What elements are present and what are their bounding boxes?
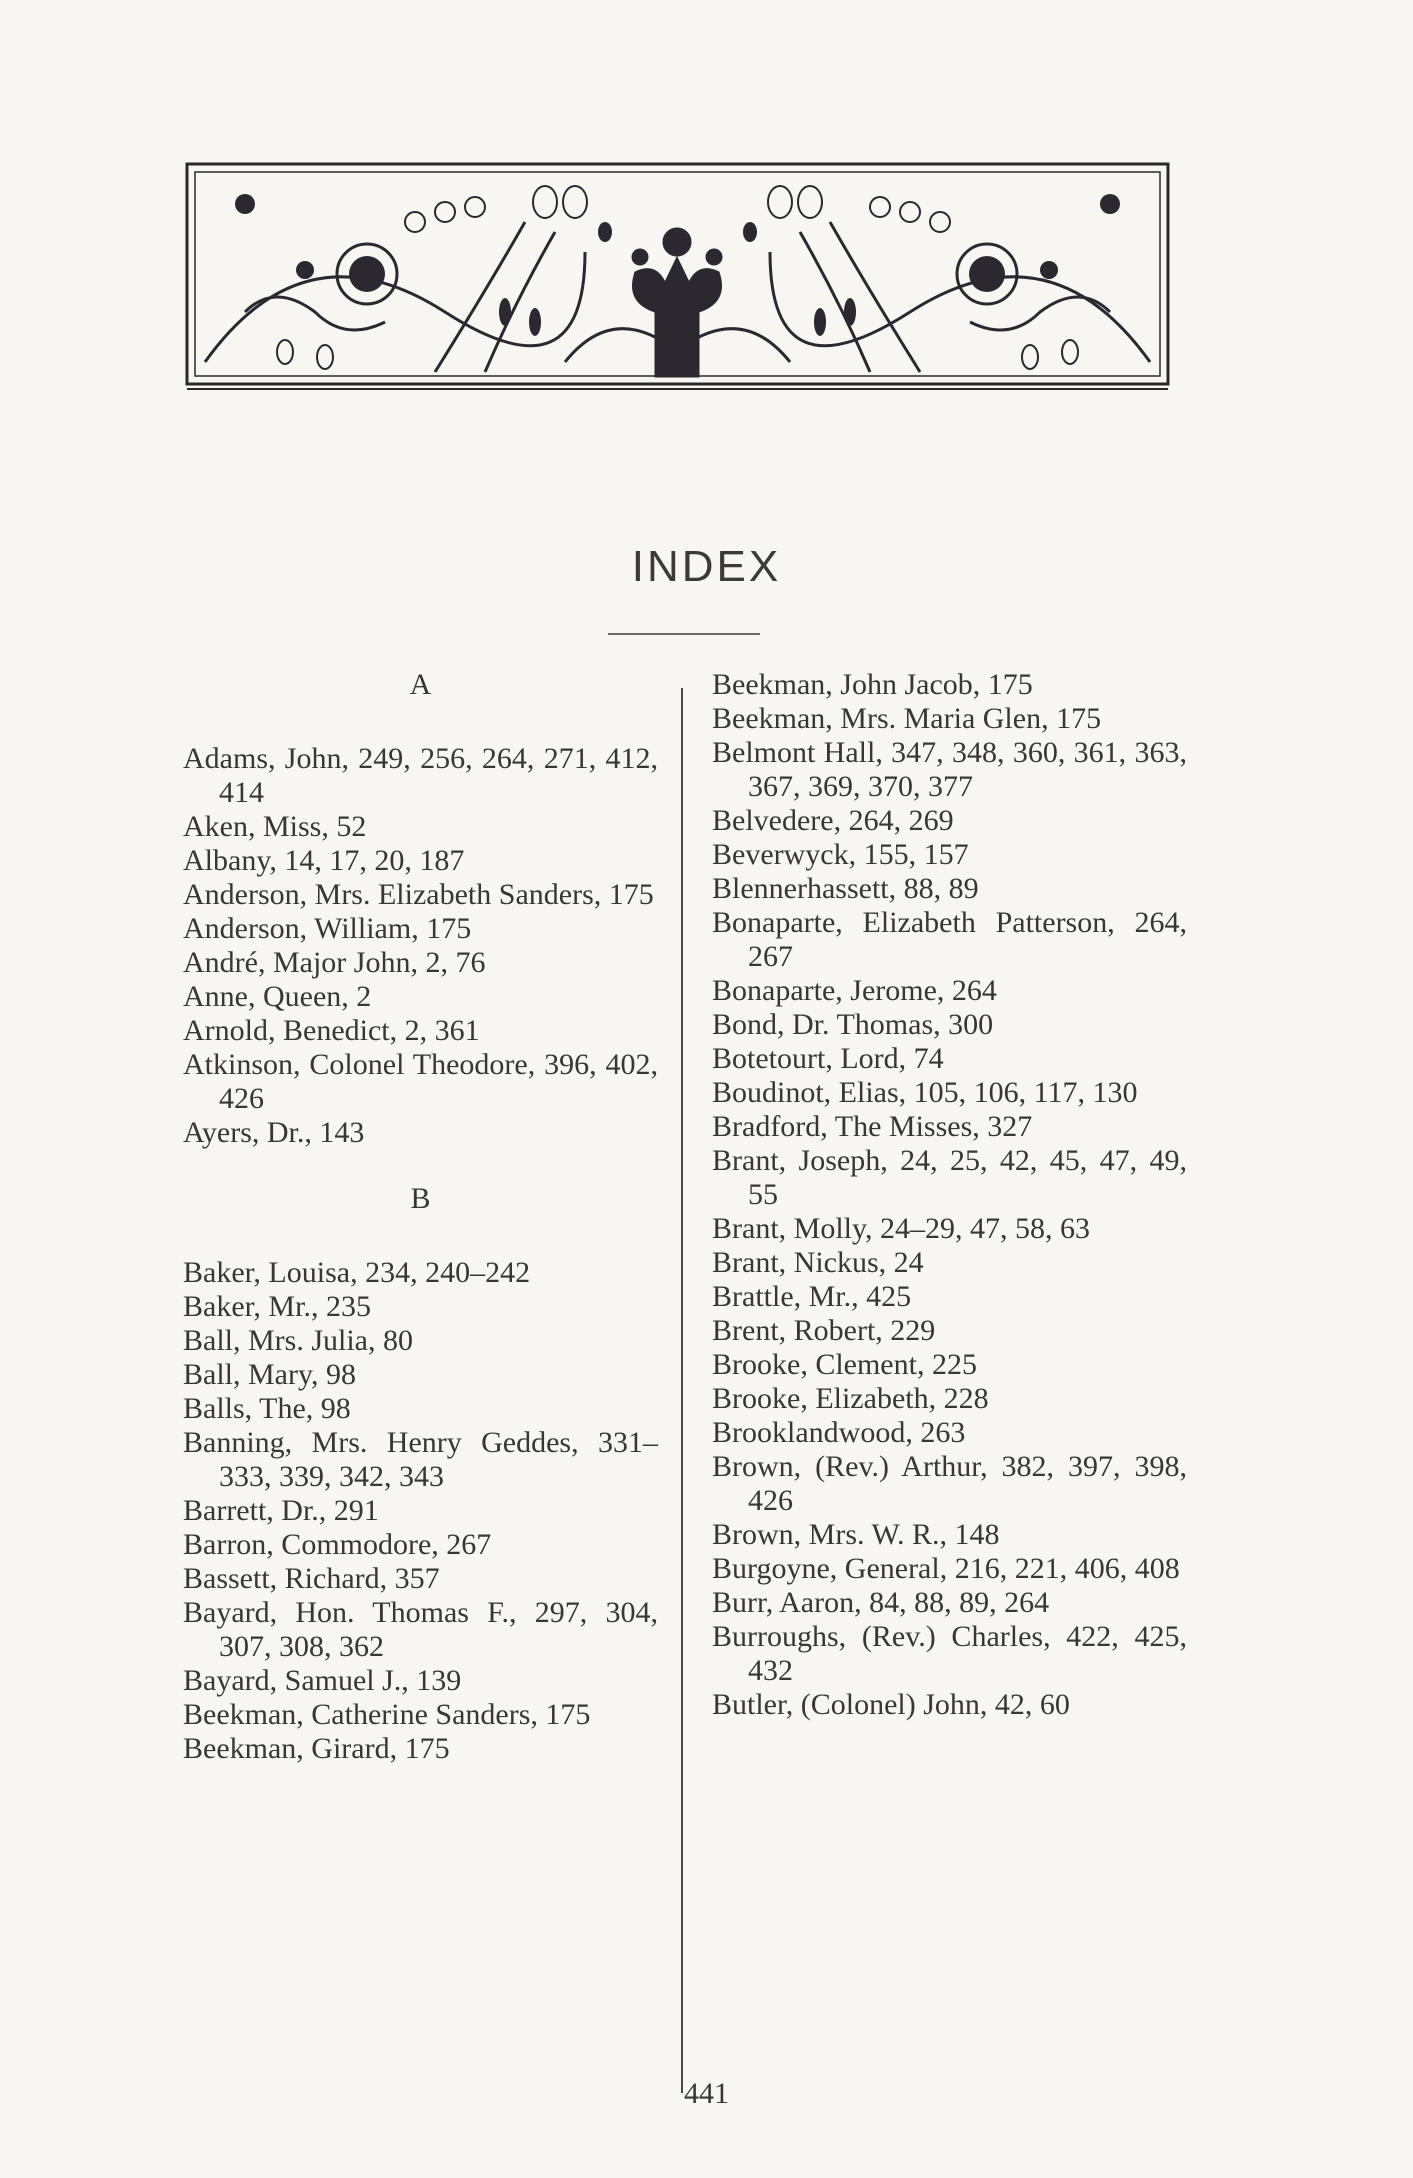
page-number: 441 bbox=[684, 2077, 729, 2110]
index-entry: Bonaparte, Jerome, 264 bbox=[712, 974, 997, 1007]
index-entry: Belmont Hall, 347, 348, 360, 361, 363, 367, 369, 370, 377 bbox=[712, 736, 1187, 803]
index-entry: Brooke, Clement, 225 bbox=[712, 1348, 977, 1381]
index-entry: Adams, John, 249, 256, 264, 271, 412, 414 bbox=[183, 742, 658, 809]
index-entry: Anderson, William, 175 bbox=[183, 912, 472, 945]
floral-ornament-icon bbox=[185, 162, 1170, 392]
index-entry: Boudinot, Elias, 105, 106, 117, 130 bbox=[712, 1076, 1138, 1109]
index-entry: Brown, Mrs. W. R., 148 bbox=[712, 1518, 1000, 1551]
index-entry: Ball, Mary, 98 bbox=[183, 1358, 357, 1391]
index-entry: Albany, 14, 17, 20, 187 bbox=[183, 844, 465, 877]
index-entry: Beverwyck, 155, 157 bbox=[712, 838, 969, 871]
index-entry: Belvedere, 264, 269 bbox=[712, 804, 954, 837]
index-entry: Baker, Louisa, 234, 240–242 bbox=[183, 1256, 531, 1289]
index-entry: Beekman, Catherine Sanders, 175 bbox=[183, 1698, 591, 1731]
index-entry: Brooke, Elizabeth, 228 bbox=[712, 1382, 989, 1415]
index-entry: Burr, Aaron, 84, 88, 89, 264 bbox=[712, 1586, 1050, 1619]
index-entry: Bonaparte, Elizabeth Patterson, 264, 267 bbox=[712, 906, 1187, 973]
index-entry: Barron, Commodore, 267 bbox=[183, 1528, 492, 1561]
section-letter: B bbox=[410, 1182, 431, 1215]
index-entry: Brattle, Mr., 425 bbox=[712, 1280, 912, 1313]
column-divider bbox=[681, 688, 683, 2093]
index-entry: Balls, The, 98 bbox=[183, 1392, 351, 1425]
index-entry: Baker, Mr., 235 bbox=[183, 1290, 371, 1323]
index-entry: André, Major John, 2, 76 bbox=[183, 946, 486, 979]
index-entry: Bradford, The Misses, 327 bbox=[712, 1110, 1033, 1143]
title-divider bbox=[608, 633, 760, 635]
index-entry: Burgoyne, General, 216, 221, 406, 408 bbox=[712, 1552, 1180, 1585]
index-entry: Brant, Joseph, 24, 25, 42, 45, 47, 49, 55 bbox=[712, 1144, 1187, 1211]
left-column bbox=[183, 668, 658, 1766]
index-entry: Bond, Dr. Thomas, 300 bbox=[712, 1008, 994, 1041]
index-entry: Anne, Queen, 2 bbox=[183, 980, 372, 1013]
index-entry: Arnold, Benedict, 2, 361 bbox=[183, 1014, 480, 1047]
index-entry: Brant, Nickus, 24 bbox=[712, 1246, 924, 1279]
index-entry: Botetourt, Lord, 74 bbox=[712, 1042, 944, 1075]
index-entry: Ball, Mrs. Julia, 80 bbox=[183, 1324, 413, 1357]
index-entry: Brent, Robert, 229 bbox=[712, 1314, 936, 1347]
index-entry: Butler, (Colonel) John, 42, 60 bbox=[712, 1688, 1070, 1721]
index-entry: Bayard, Hon. Thomas F., 297, 304, 307, 308, 362 bbox=[183, 1596, 658, 1663]
index-entry: Burroughs, (Rev.) Charles, 422, 425, 432 bbox=[712, 1620, 1187, 1687]
index-entry: Banning, Mrs. Henry Geddes, 331–333, 339, 342, 343 bbox=[183, 1426, 658, 1493]
page-title: INDEX bbox=[631, 542, 782, 591]
index-entry: Anderson, Mrs. Elizabeth Sanders, 175 bbox=[183, 878, 654, 911]
index-entry: Bayard, Samuel J., 139 bbox=[183, 1664, 462, 1697]
index-entry: Blennerhassett, 88, 89 bbox=[712, 872, 979, 905]
right-column bbox=[712, 668, 1187, 1722]
index-entry: Beekman, Mrs. Maria Glen, 175 bbox=[712, 702, 1102, 735]
section-letter: A bbox=[409, 668, 432, 701]
index-entry: Beekman, Girard, 175 bbox=[183, 1732, 450, 1765]
index-entry: Brown, (Rev.) Arthur, 382, 397, 398, 426 bbox=[712, 1450, 1187, 1517]
index-entry: Brooklandwood, 263 bbox=[712, 1416, 966, 1449]
index-entry: Bassett, Richard, 357 bbox=[183, 1562, 440, 1595]
index-entry: Aken, Miss, 52 bbox=[183, 810, 367, 843]
index-entry: Atkinson, Colonel Theodore, 396, 402, 426 bbox=[183, 1048, 658, 1115]
index-entry: Ayers, Dr., 143 bbox=[183, 1116, 365, 1149]
index-entry: Brant, Molly, 24–29, 47, 58, 63 bbox=[712, 1212, 1091, 1245]
index-entry: Barrett, Dr., 291 bbox=[183, 1494, 379, 1527]
index-entry: Beekman, John Jacob, 175 bbox=[712, 668, 1033, 701]
